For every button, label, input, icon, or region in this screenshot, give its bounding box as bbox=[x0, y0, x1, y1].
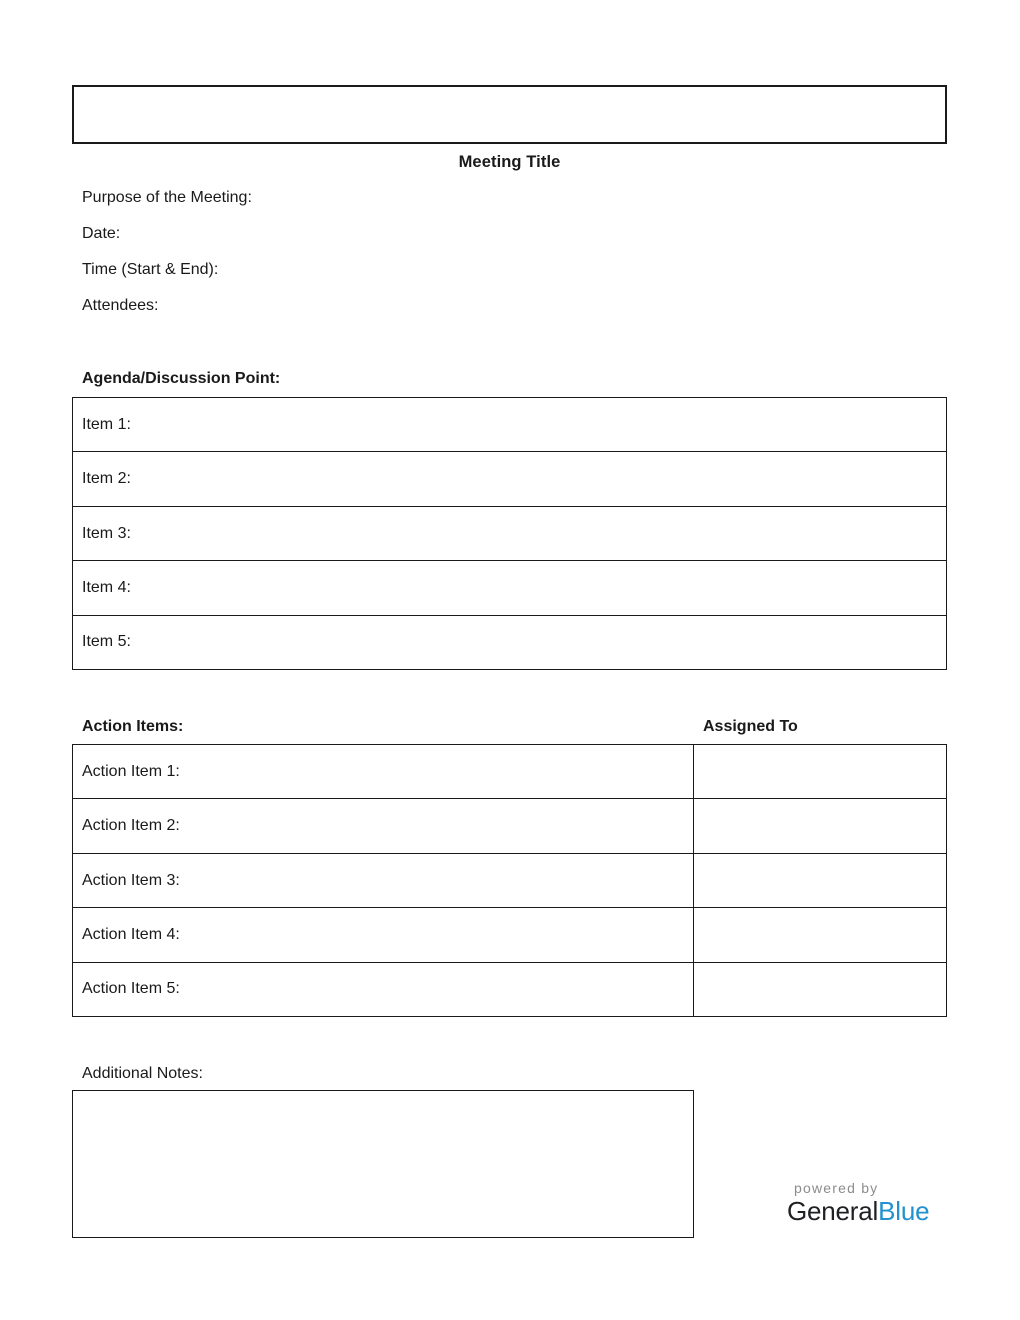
table-row[interactable] bbox=[73, 507, 946, 561]
table-row[interactable] bbox=[73, 616, 946, 669]
action-items-table bbox=[72, 744, 947, 1017]
action-item-cell[interactable]: Action Item 3: bbox=[82, 871, 180, 889]
action-items-heading: Action Items: bbox=[82, 718, 184, 735]
agenda-heading: Agenda/Discussion Point: bbox=[82, 370, 281, 387]
brand-general-text: General bbox=[787, 1196, 879, 1226]
page-title: Meeting Title bbox=[458, 153, 561, 171]
meeting-meta-block bbox=[82, 190, 252, 334]
general-blue-logo bbox=[787, 1180, 947, 1224]
table-row[interactable] bbox=[73, 561, 946, 615]
assigned-to-cell[interactable] bbox=[693, 745, 946, 798]
time-label: Time (Start & End): bbox=[82, 261, 219, 278]
date-label: Date: bbox=[82, 225, 121, 242]
assigned-to-heading: Assigned To bbox=[703, 718, 798, 735]
action-item-cell[interactable]: Action Item 2: bbox=[82, 817, 180, 835]
assigned-to-cell[interactable] bbox=[693, 854, 946, 907]
attendees-label: Attendees: bbox=[82, 297, 159, 314]
agenda-table bbox=[72, 397, 947, 670]
table-row bbox=[73, 908, 946, 962]
agenda-item-cell[interactable]: Item 1: bbox=[82, 415, 131, 433]
action-item-cell[interactable]: Action Item 1: bbox=[82, 762, 180, 780]
table-row bbox=[73, 963, 946, 1016]
agenda-item-cell[interactable]: Item 3: bbox=[82, 524, 131, 542]
powered-by-label: powered by bbox=[794, 1180, 879, 1196]
additional-notes-label: Additional Notes: bbox=[82, 1065, 203, 1082]
table-row[interactable] bbox=[73, 452, 946, 506]
action-item-cell[interactable]: Action Item 5: bbox=[82, 980, 180, 998]
table-row bbox=[73, 799, 946, 853]
meeting-title-input-box[interactable] bbox=[72, 85, 947, 144]
action-item-cell[interactable]: Action Item 4: bbox=[82, 925, 180, 943]
brand-blue-text: Blue bbox=[878, 1196, 930, 1226]
table-row bbox=[73, 745, 946, 799]
agenda-item-cell[interactable]: Item 4: bbox=[82, 578, 131, 596]
brand-wordmark bbox=[787, 1198, 947, 1224]
additional-notes-input-box[interactable] bbox=[72, 1090, 694, 1238]
assigned-to-cell[interactable] bbox=[693, 908, 946, 961]
agenda-item-cell[interactable]: Item 5: bbox=[82, 633, 131, 651]
assigned-to-cell[interactable] bbox=[693, 799, 946, 852]
assigned-to-cell[interactable] bbox=[693, 963, 946, 1016]
purpose-label: Purpose of the Meeting: bbox=[82, 189, 252, 206]
table-row[interactable] bbox=[73, 398, 946, 452]
agenda-item-cell[interactable]: Item 2: bbox=[82, 470, 131, 488]
table-row bbox=[73, 854, 946, 908]
